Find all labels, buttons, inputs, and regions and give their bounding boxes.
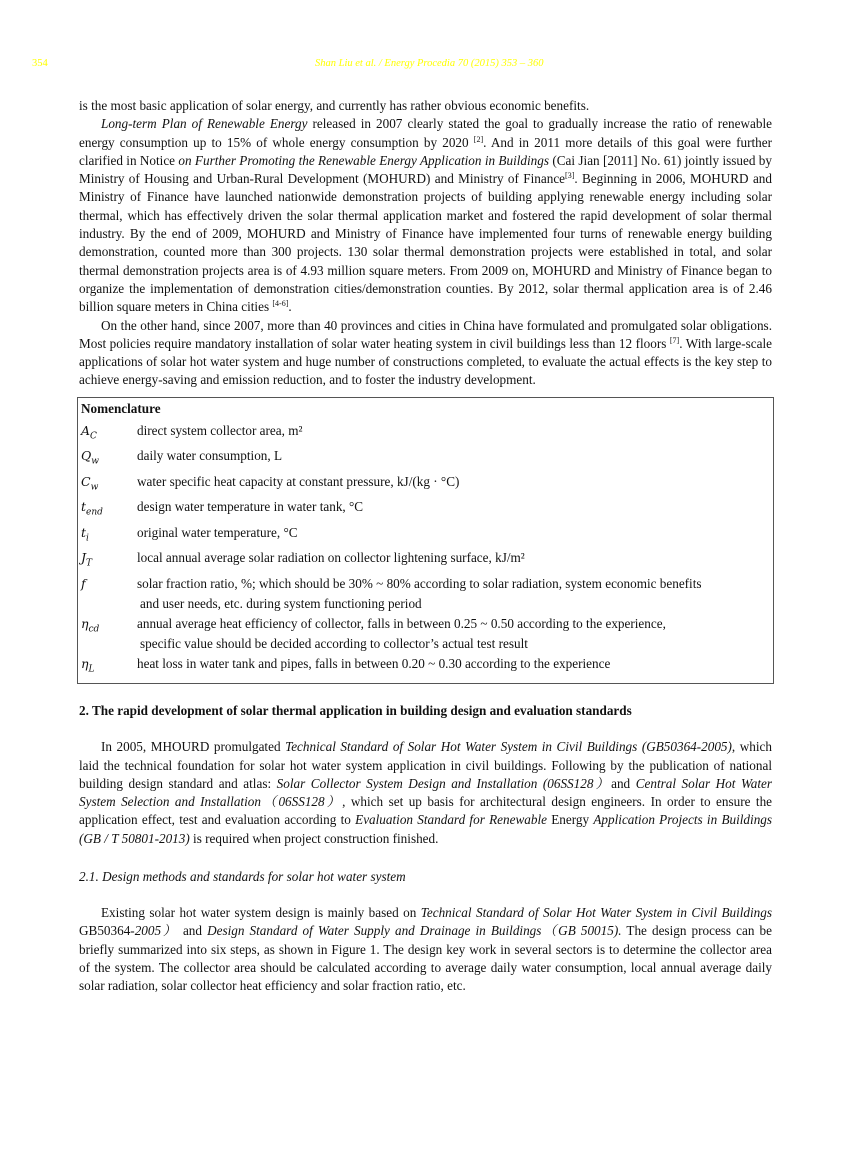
intro-paragraph-continued: is the most basic application of solar energy, and currently has rather obvious economic benefits. — [79, 98, 590, 113]
nomenclature-definition: daily water consumption, L — [137, 448, 283, 464]
nomenclature-definition: water specific heat capacity at constant pressure, kJ/(kg · °C) — [137, 473, 460, 489]
nomenclature-definition: direct system collector area, m² — [137, 422, 303, 438]
intro-paragraph-solar-obligations: On the other hand, since 2007, more than 40 provinces and cities in China have formulated and promulgated solar obligations. Most policies require mandatory installation of solar water heating system in civil buildings less than 12 floors [7]. With large-scale applications of solar hot water system and huge number of constructions completed, to evaluate the actual effects is the key step to achieve energy-saving and emission reduction, and to foster the industry development. — [79, 317, 773, 388]
nomenclature-definition: annual average heat efficiency of collector, falls in between 0.25 ~ 0.50 according to the experience, specific value should be decided according to collector’s actual test result — [137, 615, 666, 651]
nomenclature-entry — [81, 497, 769, 523]
nomenclature-definition: solar fraction ratio, %; which should be 30% ~ 80% according to solar radiation, system economic benefits and user needs, etc. during system functioning period — [137, 575, 702, 611]
citation-ref: [3] — [565, 171, 575, 181]
nomenclature-symbol: $Q_w$ — [81, 448, 99, 467]
intro-paragraph-renewable-plan: Long-term Plan of Renewable Energy released in 2007 clearly stated the goal to gradually increase the ratio of renewable energy consumption up to 15% of whole energy consumption by 2020 [2]. And in 2011 more details of this goal were further clarified in Notice on Further Promoting the Renewable Energy Application in Buildings (Cai Jian [2011] No. 61) jointly issued by Ministry of Housing and Urban-Rural Development (MOHURD) and Ministry of Finance[3]. Beginning in 2006, MOHURD and Ministry of Finance have launched nationwide demonstration projects of building applying renewable energy including solar thermal, which has effectively driven the solar thermal application market and fostered the rapid development of solar thermal industry. By the end of 2009, MOHURD and Ministry of Finance have implemented four turns of renewable energy building demonstration, counted more than 300 projects. 130 solar thermal demonstration projects were established in total, and solar thermal demonstration projects area is of 4.93 million square meters. From 2009 on, MOHURD and Ministry of Finance began to organize the implementation of demonstration cities/demonstration counties. By 2012, solar thermal application area is of 2.46 billion square meters in China cities [4-6]. — [79, 116, 772, 315]
nomenclature-definition: design water temperature in water tank, °C — [137, 499, 364, 515]
nomenclature-entry — [81, 523, 769, 549]
nomenclature-symbol: $t_{end}$ — [81, 499, 103, 518]
nomenclature-symbol: $\eta_{cd}$ — [81, 615, 100, 635]
nomenclature-definition: original water temperature, °C — [137, 524, 298, 540]
nomenclature-definition: local annual average solar radiation on collector lightening surface, kJ/m² — [137, 550, 525, 566]
nomenclature-list — [81, 421, 769, 680]
section-2-1-paragraph: Existing solar hot water system design is mainly based on Technical Standard of Solar Hot Water System in Civil Buildings GB50364-2005） and Design Standard of Water Supply and Drainage in Buildings（GB 50015). The design process can be briefly summarized into six steps, as shown in Figure 1. The design key work in several sectors is to determine the collector area of the system. The collector area should be calculated according to average daily water consumption, local annual average daily solar radiation, solar collector heat efficiency and solar fraction ratio, etc. — [79, 905, 773, 994]
nomenclature-entry — [81, 654, 769, 680]
citation-ref: [7] — [669, 335, 680, 345]
page-body — [79, 97, 772, 996]
journal-citation: Shan Liu et al. / Energy Procedia 70 (2015) 353 – 360 — [315, 58, 544, 69]
section-2-heading: 2. The rapid development of solar thermal application in building design and evaluation standards — [79, 703, 632, 719]
nomenclature-symbol: $C_w$ — [81, 473, 99, 493]
page-number: 354 — [32, 58, 48, 69]
nomenclature-symbol: $J_T$ — [81, 550, 93, 569]
citation-ref: [4-6] — [272, 299, 289, 309]
nomenclature-entry — [81, 574, 769, 614]
nomenclature-title: Nomenclature — [81, 400, 161, 416]
citation-ref: [2] — [473, 134, 484, 144]
nomenclature-entry — [81, 614, 769, 654]
nomenclature-symbol: $t_i$ — [81, 524, 89, 544]
nomenclature-symbol: $A_C$ — [81, 422, 97, 442]
plan-title: Long-term Plan of Renewable Energy — [101, 116, 308, 132]
nomenclature-entry — [81, 548, 769, 574]
section-2-paragraph: In 2005, MHOURD promulgated Technical Standard of Solar Hot Water System in Civil Buildings (GB50364-2005), which laid the technical foundation for solar hot water system application in civil buildings. Following by the publication of national building design standard and atlas: Solar Collector System Design and Installation (06SS128）and Central Solar Hot Water System Selection and Installation（06SS128）, which set up basis for architectural design engineers. In order to ensure the application effect, test and evaluation according to Evaluation Standard for Renewable Energy Application Projects in Buildings (GB / T 50801-2013) is required when project construction finished. — [79, 739, 773, 846]
nomenclature-entry — [81, 472, 769, 498]
notice-title: on Further Promoting the Renewable Energy Application in Buildings — [178, 152, 549, 168]
section-2-1-heading: 2.1. Design methods and standards for solar hot water system — [79, 869, 406, 885]
nomenclature-symbol: f — [81, 575, 86, 591]
running-head — [0, 58, 846, 74]
nomenclature-entry — [81, 446, 769, 472]
nomenclature-box — [77, 397, 774, 685]
nomenclature-definition: heat loss in water tank and pipes, falls in between 0.20 ~ 0.30 according to the experience — [137, 655, 611, 671]
nomenclature-symbol: $\eta_L$ — [81, 655, 95, 675]
nomenclature-entry — [81, 421, 769, 447]
